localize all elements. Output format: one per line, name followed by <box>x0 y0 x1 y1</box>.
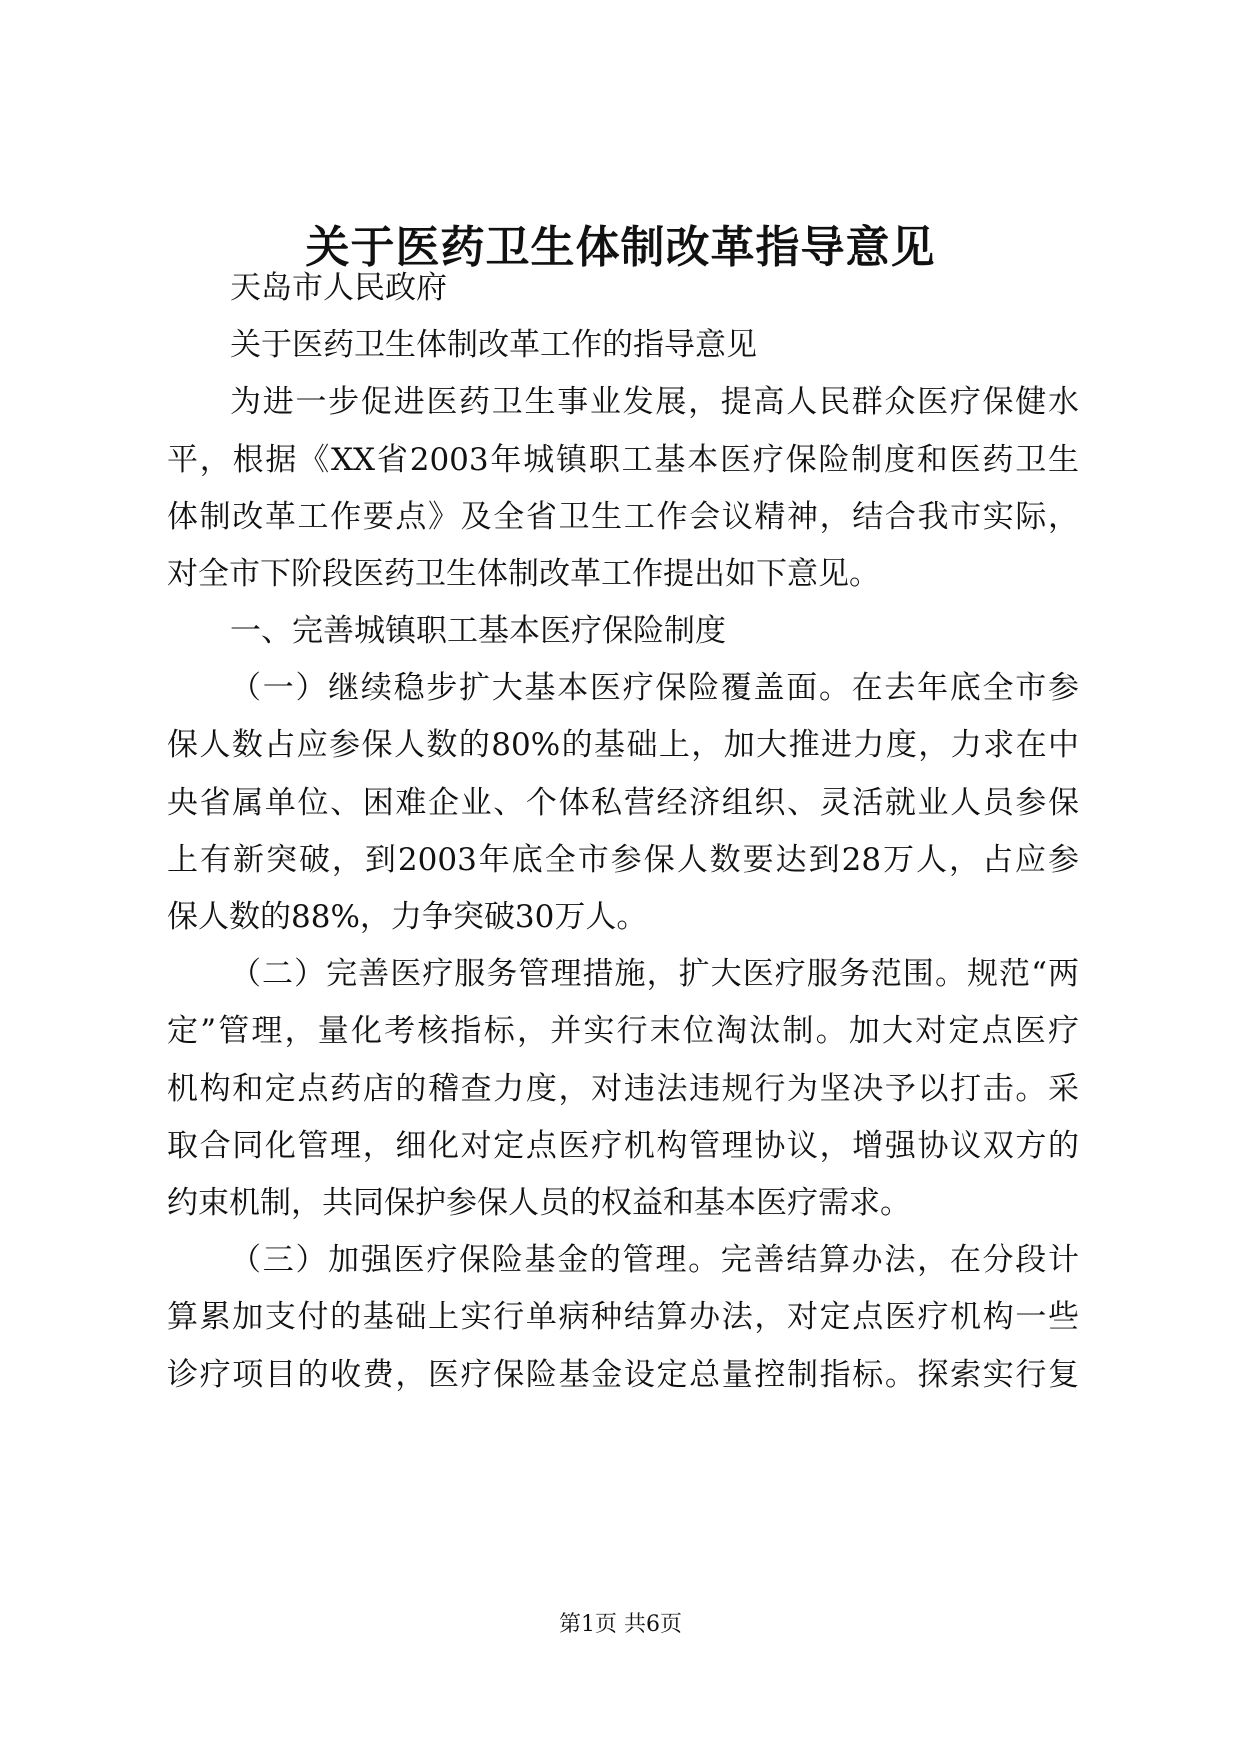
paragraph-line: 体制改革工作要点》及全省卫生工作会议精神，结合我市实际， <box>167 499 1079 535</box>
page-number-footer: 第1页 共6页 <box>559 1612 682 1637</box>
paragraph-line: 为进一步促进医药卫生事业发展，提高人民群众医疗保健水 <box>230 384 1079 420</box>
paragraph-line: 诊疗项目的收费，医疗保险基金设定总量控制指标。探索实行复 <box>167 1357 1079 1393</box>
paragraph-line: 取合同化管理，细化对定点医疗机构管理协议，增强协议双方的 <box>167 1128 1079 1164</box>
paragraph-line: 定”管理，量化考核指标，并实行末位淘汰制。加大对定点医疗 <box>167 1013 1079 1049</box>
paragraph-line: 上有新突破，到2003年底全市参保人数要达到28万人，占应参 <box>167 842 1079 878</box>
paragraph-line: 算累加支付的基础上实行单病种结算办法，对定点医疗机构一些 <box>167 1299 1079 1335</box>
paragraph-line: （二）完善医疗服务管理措施，扩大医疗服务范围。规范“两 <box>230 956 1079 992</box>
paragraph-line: 保人数的88%，力争突破30万人。 <box>167 899 648 935</box>
issuer-line: 天岛市人民政府 <box>230 270 447 306</box>
paragraph-line: 对全市下阶段医药卫生体制改革工作提出如下意见。 <box>167 556 880 592</box>
subtitle-line: 关于医药卫生体制改革工作的指导意见 <box>230 327 757 363</box>
document-title: 关于医药卫生体制改革指导意见 <box>305 222 936 273</box>
paragraph-line: 约束机制，共同保护参保人员的权益和基本医疗需求。 <box>167 1185 911 1221</box>
paragraph-line: （一）继续稳步扩大基本医疗保险覆盖面。在去年底全市参 <box>230 670 1079 706</box>
section-heading: 一、完善城镇职工基本医疗保险制度 <box>230 613 726 649</box>
paragraph-line: 央省属单位、困难企业、个体私营经济组织、灵活就业人员参保 <box>167 785 1079 821</box>
paragraph-line: （三）加强医疗保险基金的管理。完善结算办法，在分段计 <box>230 1242 1079 1278</box>
paragraph-line: 机构和定点药店的稽查力度，对违法违规行为坚决予以打击。采 <box>167 1071 1079 1107</box>
paragraph-line: 保人数占应参保人数的80%的基础上，加大推进力度，力求在中 <box>167 727 1079 763</box>
paragraph-line: 平，根据《XX省2003年城镇职工基本医疗保险制度和医药卫生 <box>167 442 1079 478</box>
